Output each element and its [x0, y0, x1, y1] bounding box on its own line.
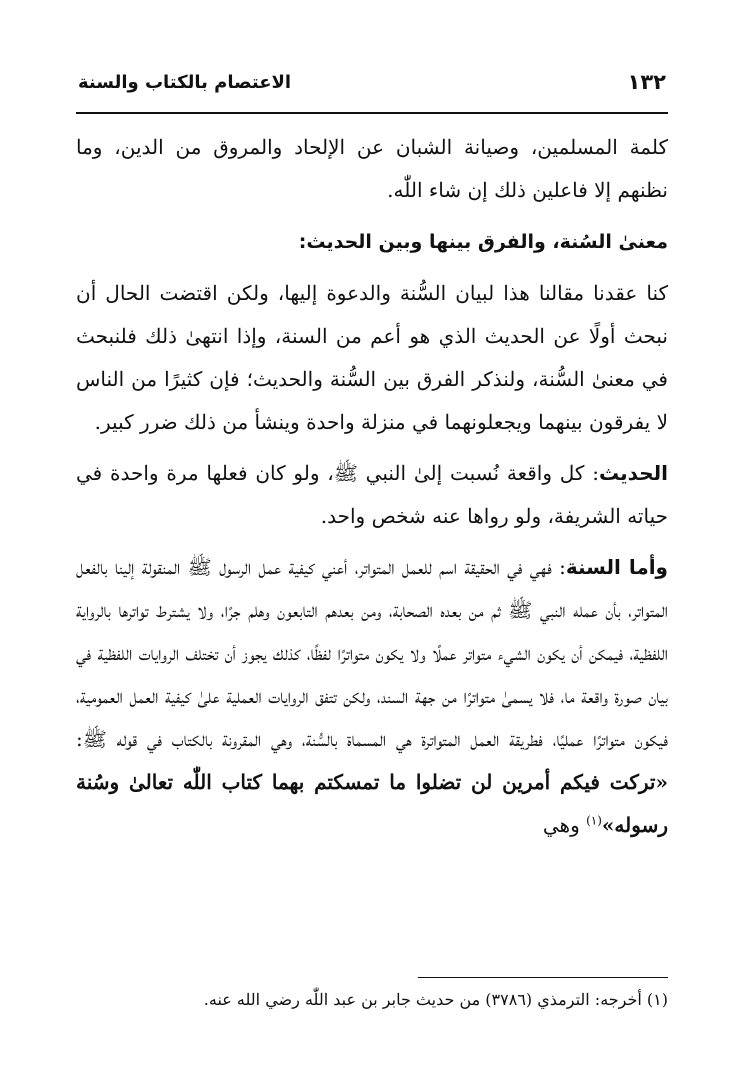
hadith-definition-text: : كل واقعة نُسبت إلىٰ النبي ﷺ، ولو كان فعلها مرة واحدة في حياته الشريفة، ولو رواها عنه شخص واحد. — [76, 461, 668, 528]
page-header — [78, 62, 666, 102]
paragraph-hadith-definition — [76, 452, 668, 538]
footnote-divider — [418, 977, 668, 978]
footnote: (١) أخرجه: الترمذي (٣٧٨٦) من حديث جابر بن عبد اللّٰه رضي الله عنه. — [203, 990, 668, 1009]
header-divider — [76, 112, 668, 114]
intro-paragraph: كلمة المسلمين، وصيانة الشبان عن الإلحاد والمروق من الدين، وما نظنهم إلا فاعلين ذلك إن شاء اللّٰه. — [76, 135, 668, 202]
paragraph-sunnah-definition — [76, 546, 668, 847]
term-sunnah: وأما السنة — [565, 555, 668, 579]
footnote-reference: (١) — [586, 813, 602, 828]
term-hadith: الحديث — [598, 461, 668, 485]
section-heading: معنىٰ السُنة، والفرق بينها وبين الحديث: — [298, 231, 668, 253]
page-number: ١٣٢ — [627, 70, 666, 94]
sunnah-definition-text: : فهي في الحقيقة اسم للعمل المتواتر، أعني كيفية عمل الرسول ﷺ المنقولة إلينا بالفعل المتواتر، بأن عمله النبي ﷺ ثم من بعده الصحابة، ومن بعدهم التابعون وهلم جرًا، ولا يشترط تواترها بالرواية اللفظية، فيمكن أن يكون الشيء متواتر عملًا ولا يكون متواترًا لفظًا، كذلك يجوز أن تختلف الروايات اللفظية في بيان صورة واقعة ما، فلا يسمىٰ متواترًا من جهة السند، ولكن تتفق الروايات العملية علىٰ كيفية العمل العمومية، فيكون متواترًا عمليًا، فطريقة العمل المتواترة هي المسماة بالسُّنة، وهي المقرونة بالكتاب في قوله ﷺ: — [76, 555, 669, 751]
running-title: الاعتصام بالكتاب والسنة — [78, 71, 292, 93]
paragraph-tail: وهي — [542, 813, 587, 837]
paragraph-sunnah-purpose: كنا عقدنا مقالنا هذا لبيان السُّنة والدعوة إليها، ولكن اقتضت الحال أن نبحث أولًا عن الحديث الذي هو أعم من السنة، وإذا انتهىٰ ذلك فلنبحث في معنىٰ السُّنة، ولنذكر الفرق بين السُّنة والحديث؛ فإن كثيرًا من الناس لا يفرقون بينهما ويجعلونهما في منزلة واحدة وينشأ من ذلك ضرر كبير. — [76, 281, 668, 434]
hadith-quote: «تركت فيكم أمرين لن تضلوا ما تمسكتم بهما كتاب اللّٰه تعالىٰ وسُنة رسوله» — [76, 770, 668, 837]
main-text — [76, 126, 668, 855]
